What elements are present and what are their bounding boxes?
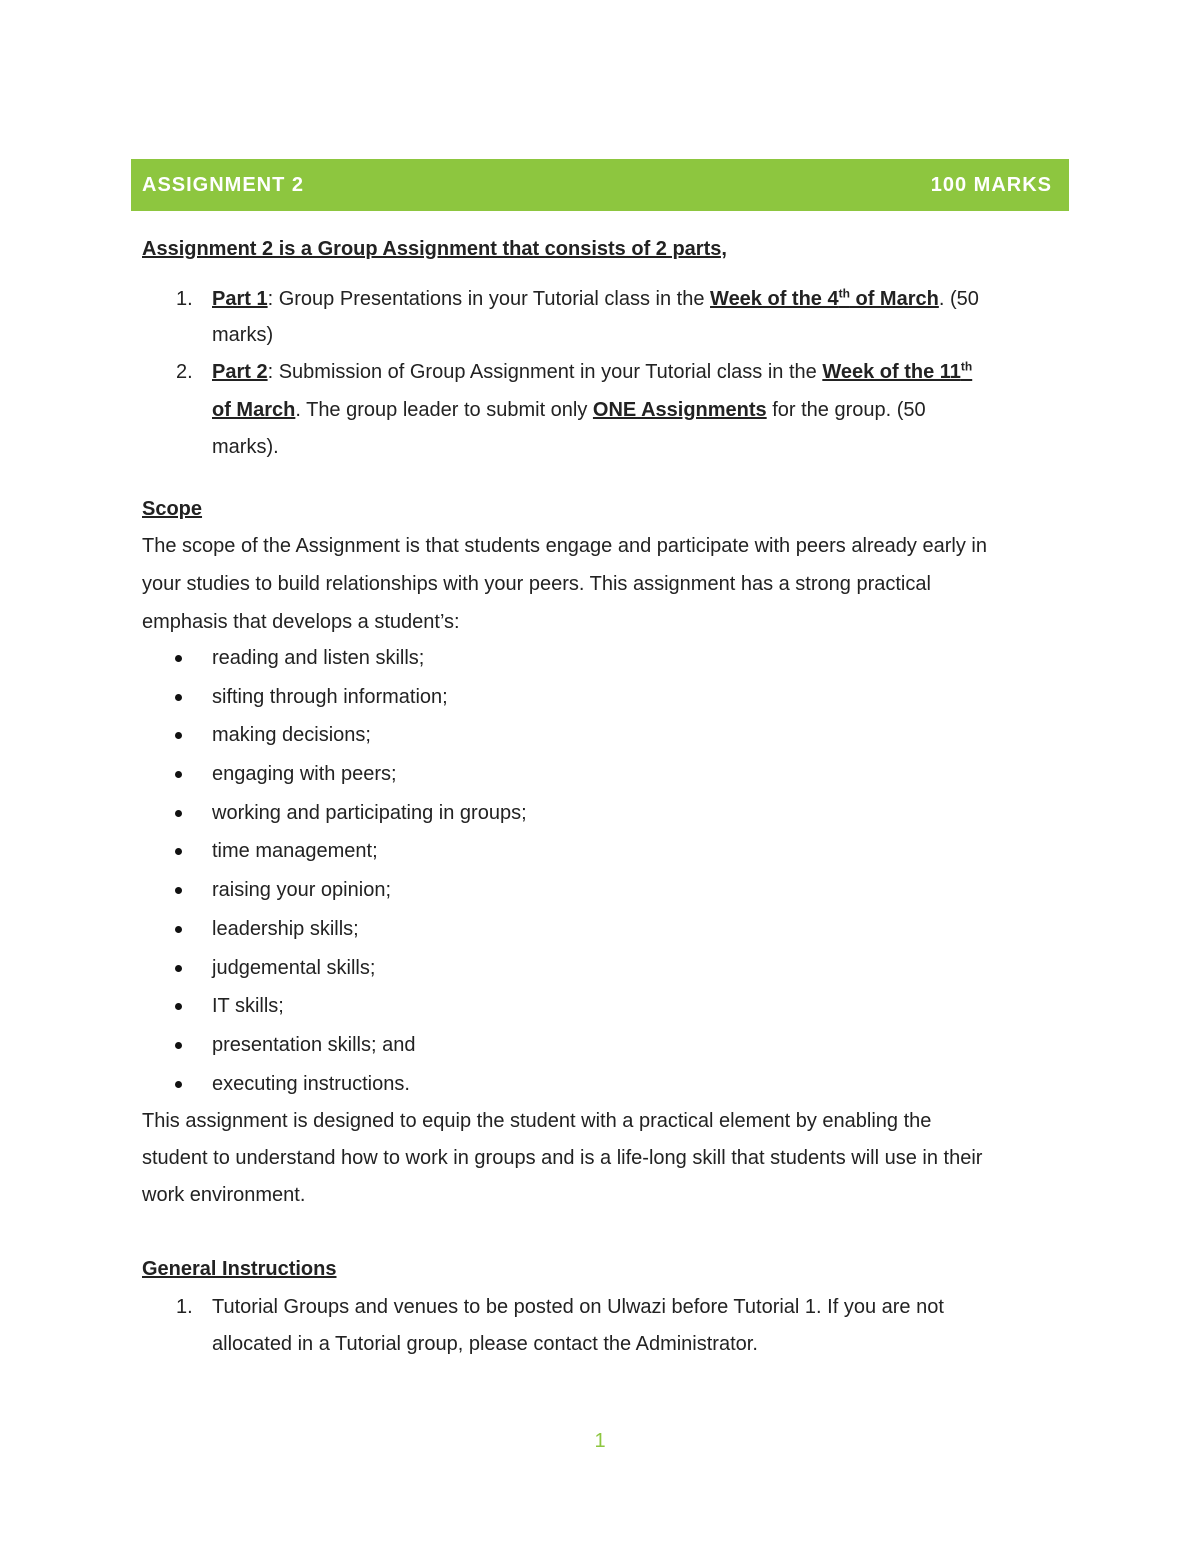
bullet-icon — [175, 1003, 182, 1010]
part-2-number: 2. — [176, 361, 193, 383]
part-1-marks-end: marks) — [212, 324, 274, 346]
instruction-item-1 — [142, 1288, 1067, 1326]
part-2-label: Part 2 — [212, 361, 268, 383]
bullet-icon — [175, 810, 182, 817]
list-item: presentation skills; and — [142, 1026, 527, 1065]
part-2-marks-end: marks). — [212, 436, 279, 458]
instruction-1-number: 1. — [176, 1296, 193, 1318]
part-1-week: Week of the 4th of March — [710, 286, 939, 310]
part-1-item — [142, 280, 1067, 318]
list-item: executing instructions. — [142, 1065, 527, 1104]
page-number: 1 — [594, 1430, 606, 1452]
list-item: judgemental skills; — [142, 949, 527, 988]
list-item: leadership skills; — [142, 910, 527, 949]
instruction-item-1-continued — [142, 1325, 1067, 1363]
closing-line-1: This assignment is designed to equip the student with a practical element by enabling the — [142, 1110, 932, 1132]
bullet-icon — [175, 732, 182, 739]
scope-heading: Scope — [142, 498, 203, 520]
assignment-title: ASSIGNMENT 2 — [142, 173, 305, 196]
list-item: reading and listen skills; — [142, 639, 527, 678]
part-1-number: 1. — [176, 288, 193, 310]
list-item: making decisions; — [142, 716, 527, 755]
part-2-text: : Submission of Group Assignment in your Tutorial class in the — [267, 361, 823, 383]
part-2-week: Week of the 11th — [822, 359, 973, 383]
bullet-icon — [175, 694, 182, 701]
list-item: engaging with peers; — [142, 755, 527, 794]
intro-heading: Assignment 2 is a Group Assignment that consists of 2 parts, — [142, 238, 727, 260]
part-1-continued — [142, 316, 1067, 354]
list-item: raising your opinion; — [142, 871, 527, 910]
bullet-icon — [175, 1081, 182, 1088]
scope-line-1: The scope of the Assignment is that students engage and participate with peers already early in — [142, 535, 987, 557]
instruction-1-line-1: Tutorial Groups and venues to be posted on Ulwazi before Tutorial 1. If you are not — [212, 1296, 944, 1318]
skills-list — [142, 639, 527, 1103]
part-1-label: Part 1 — [212, 288, 268, 310]
scope-line-2: your studies to build relationships with your peers. This assignment has a strong practical — [142, 573, 931, 595]
instruction-1-line-2: allocated in a Tutorial group, please contact the Administrator. — [212, 1333, 758, 1355]
closing-line-3: work environment. — [142, 1184, 306, 1206]
closing-line-2: student to understand how to work in groups and is a life-long skill that students will use in their — [142, 1147, 983, 1169]
bullet-icon — [175, 926, 182, 933]
list-item: time management; — [142, 832, 527, 871]
part-2-text-b: . The group leader to submit only — [295, 399, 593, 421]
bullet-icon — [175, 655, 182, 662]
part-2-text-c: for the group. (50 — [766, 399, 926, 421]
list-item: sifting through information; — [142, 678, 527, 717]
bullet-icon — [175, 1042, 182, 1049]
list-item: working and participating in groups; — [142, 794, 527, 833]
bullet-icon — [175, 965, 182, 972]
bullet-icon — [175, 771, 182, 778]
bullet-icon — [175, 887, 182, 894]
part-1-marks: . (50 — [938, 288, 979, 310]
part-2-continued — [142, 391, 1067, 429]
scope-line-3: emphasis that develops a student’s: — [142, 611, 460, 633]
list-item: IT skills; — [142, 987, 527, 1026]
bullet-icon — [175, 848, 182, 855]
part-1-text: : Group Presentations in your Tutorial class in the — [267, 288, 711, 310]
part-2-continued-2 — [142, 428, 1067, 466]
assignment-marks: 100 MARKS — [930, 173, 1052, 196]
part-2-item — [142, 353, 1067, 391]
assignment-banner — [131, 159, 1069, 211]
part-2-emphasis: ONE Assignments — [592, 399, 767, 421]
part-2-week-end: of March — [212, 399, 296, 421]
general-heading: General Instructions — [142, 1258, 337, 1280]
